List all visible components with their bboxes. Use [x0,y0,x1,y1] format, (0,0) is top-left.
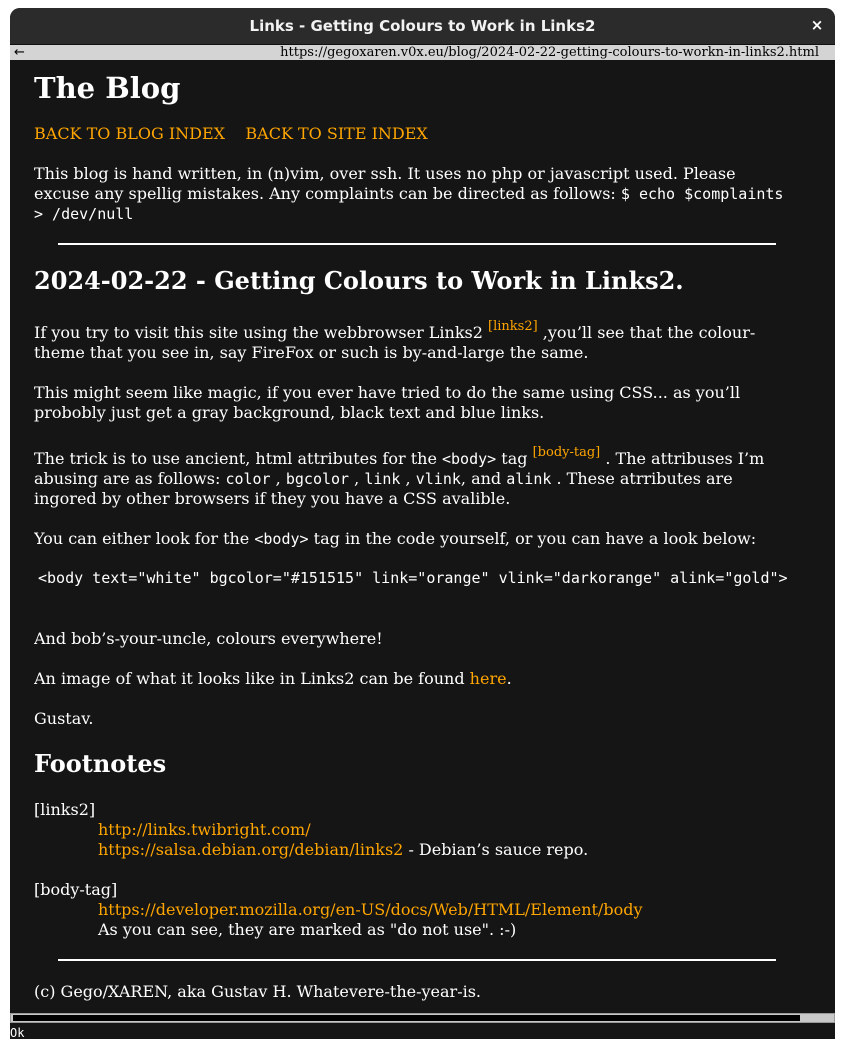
paragraph-1 [34,318,794,363]
divider [58,243,776,245]
p1-text-a: If you try to visit this site using the webbrowser Links2 [34,323,483,342]
paragraph-3: The trick is to use ancient, html attributes for the <body> tag [body-tag] . The attribuses I’m abusing are as follows: color , bgcolor , link , vlink, and alink . These atrributes are ingored by other browsers if they you have a CSS avalible. [34,444,765,508]
here-link[interactable]: here [469,669,507,688]
horizontal-scrollbar[interactable] [10,1013,835,1023]
paragraph-2: This might seem like magic, if you ever have tried to do the same using CSS... as you’ll probobly just get a gray background, black text and blue links. [34,383,741,422]
p3-text-b: tag [501,449,528,468]
body-tag-ref-link[interactable]: [body-tag] [532,444,601,460]
links2-url-link[interactable]: http://links.twibright.com/ [98,820,311,839]
signature: Gustav. [34,709,94,728]
footnotes-title: Footnotes [34,749,167,778]
close-icon[interactable]: × [810,16,824,34]
paragraph-4 [34,529,794,549]
url-bar[interactable] [10,45,835,60]
status-text: Ok [10,1026,25,1039]
body-tag-note: As you can see, they are marked as "do not use". :-) [98,920,517,939]
site-title: The Blog [34,71,181,105]
attr-alink: alink [506,470,552,488]
p4-body-tag: <body> [254,530,309,548]
window-title: Links - Getting Colours to Work in Links2 [249,17,596,35]
code-block: <body text="white" bgcolor="#151515" link="orange" vlink="darkorange" alink="gold"> [38,569,788,587]
p3-and: , and [460,469,502,488]
p3-text-d: . These atrributes are ingored by other browsers if they you have a CSS avalible. [34,469,733,508]
paragraph-6 [34,669,512,689]
footnote-body-tag [34,880,794,940]
intro-text: This blog is hand written, in (n)vim, over ssh. It uses no php or javascript used. Please excuse any spellig mistakes. Any complaints can be directed as follows: [34,164,736,203]
title-bar [10,8,835,45]
p3-body-tag: <body> [442,450,497,468]
attr-vlink: vlink [415,470,461,488]
blog-index-link[interactable]: BACK TO BLOG INDEX [34,124,226,143]
scrollbar-thumb[interactable] [13,1015,800,1021]
footnote-links2 [34,800,794,860]
post-title: 2024-02-22 - Getting Colours to Work in Links2. [34,266,684,295]
browser-window [10,8,835,1039]
intro-code: $ echo $complaints > /dev/null [34,185,784,223]
debian-salsa-link[interactable]: https://salsa.debian.org/debian/links2 [98,840,404,859]
site-index-link[interactable]: BACK TO SITE INDEX [245,124,428,143]
attr-color: color [225,470,271,488]
links2-ref-link[interactable]: [links2] [488,318,538,334]
p6-text-a: An image of what it looks like in Links2 can be found [34,669,465,688]
p3-text-a: The trick is to use ancient, html attributes for the [34,449,437,468]
copyright: (c) Gego/XAREN, aka Gustav H. Whatevere-the-year-is. [34,982,482,1001]
p1-text-b: ,you’ll see that the colour-theme that you see in, say FireFox or such is by-and-large the same. [34,323,756,362]
page-content [34,60,835,1010]
footnote-body-tag-label: [body-tag] [34,880,118,899]
intro-paragraph [34,164,794,224]
attr-link: link [364,470,401,488]
p4-text-b: tag in the code yourself, or you can have a look below: [313,529,757,548]
links2-note: - Debian’s sauce repo. [408,840,589,859]
status-bar [10,1013,835,1039]
paragraph-5: And bob’s-your-uncle, colours everywhere! [34,629,383,648]
mdn-body-link[interactable]: https://developer.mozilla.org/en-US/docs/Web/HTML/Element/body [98,900,643,919]
p6-text-b: . [506,669,512,688]
nav-links [34,124,428,144]
divider-bottom [58,959,776,961]
url-text[interactable]: https://gegoxaren.v0x.eu/blog/2024-02-22-getting-colours-to-workn-in-links2.html [280,45,819,60]
p3-text-c: . The attribuses I’m abusing are as follows: [34,449,765,488]
back-arrow-icon[interactable]: ← [14,45,25,60]
p4-text-a: You can either look for the [34,529,250,548]
footnote-links2-label: [links2] [34,800,96,819]
attr-bgcolor: bgcolor [285,470,350,488]
